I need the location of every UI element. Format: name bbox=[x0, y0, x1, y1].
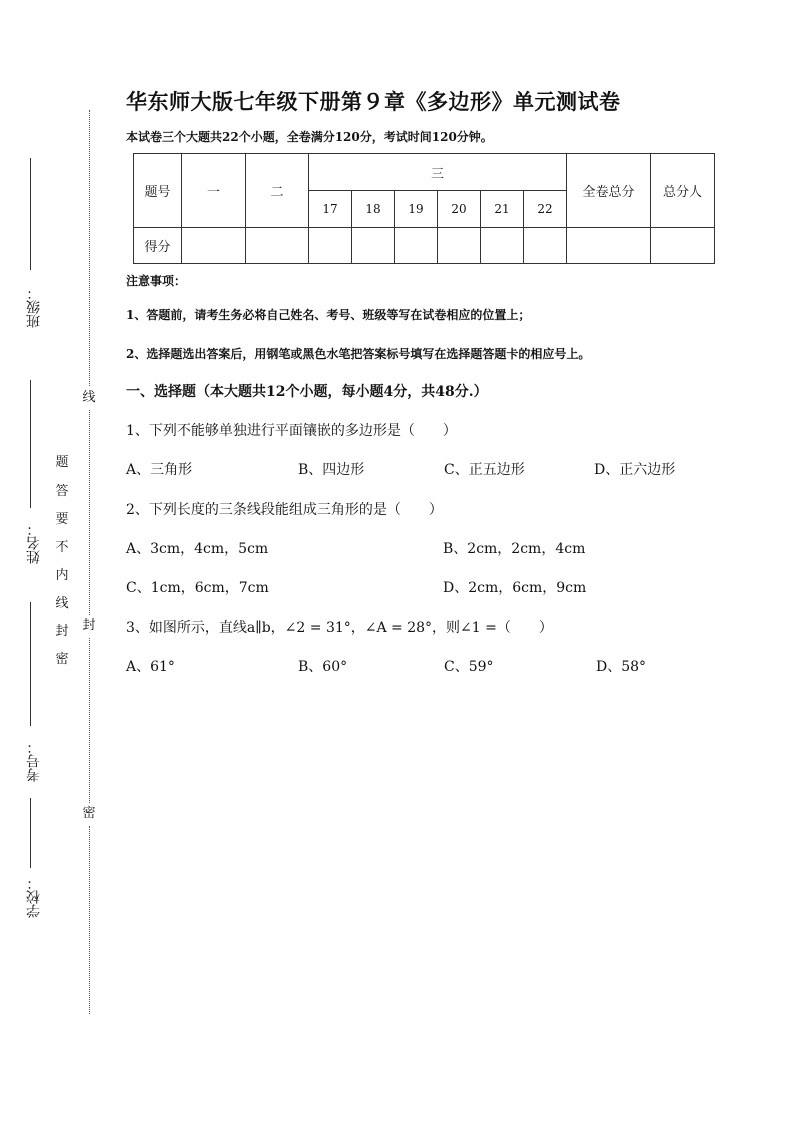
question-2-option-a[interactable]: A、3cm，4cm，5cm bbox=[126, 541, 269, 557]
question-1-option-d[interactable]: D、正六边形 bbox=[594, 462, 676, 478]
score-cell[interactable] bbox=[481, 228, 524, 264]
warning-char: 要 bbox=[55, 512, 69, 527]
question-3-stem: 3、如图所示，直线a∥b，∠2 = 31°，∠A = 28°，则∠1 =（ ） bbox=[126, 620, 553, 636]
score-header-part1: 一 bbox=[182, 154, 246, 228]
score-subheader: 18 bbox=[352, 191, 395, 228]
score-header-total: 全卷总分 bbox=[567, 154, 651, 228]
warning-char: 内 bbox=[55, 568, 69, 583]
score-subheader: 21 bbox=[481, 191, 524, 228]
score-cell[interactable] bbox=[309, 228, 352, 264]
question-1-option-b[interactable]: B、四边形 bbox=[298, 462, 365, 478]
question-3-option-a[interactable]: A、61° bbox=[126, 659, 175, 675]
score-cell[interactable] bbox=[395, 228, 438, 264]
notes-heading: 注意事项： bbox=[126, 274, 187, 288]
score-header-scorer: 总分人 bbox=[651, 154, 715, 228]
school-blank-line bbox=[30, 798, 31, 868]
score-row-label: 得分 bbox=[134, 228, 182, 264]
question-2-option-b[interactable]: B、2cm，2cm，4cm bbox=[443, 541, 586, 557]
note-item-2: 2、选择题选出答案后，用钢笔或黑色水笔把答案标号填写在选择题答题卡的相应号上。 bbox=[126, 347, 591, 361]
cut-mark-xian: 线 bbox=[82, 390, 96, 405]
score-cell[interactable] bbox=[567, 228, 651, 264]
score-header-tihao: 题号 bbox=[134, 154, 182, 228]
score-subheader: 17 bbox=[309, 191, 352, 228]
warning-char: 答 bbox=[55, 484, 69, 499]
score-cell[interactable] bbox=[651, 228, 715, 264]
question-3-option-b[interactable]: B、60° bbox=[298, 659, 348, 675]
note-item-1: 1、答题前，请考生务必将自己姓名、考号、班级等写在试卷相应的位置上； bbox=[126, 308, 531, 322]
name-blank-line bbox=[30, 380, 31, 508]
kaohao-blank-line bbox=[30, 602, 31, 726]
question-2-stem: 2、下列长度的三条线段能组成三角形的是（ ） bbox=[126, 502, 443, 518]
cut-mark-mi: 密 bbox=[82, 806, 96, 821]
class-blank-line bbox=[30, 158, 31, 270]
question-2-option-c[interactable]: C、1cm，6cm，7cm bbox=[126, 580, 269, 596]
question-2-option-d[interactable]: D、2cm，6cm，9cm bbox=[443, 580, 587, 596]
name-label: 姓名： bbox=[26, 522, 42, 564]
exam-intro: 本试卷三个大题共22个小题，全卷满分120分，考试时间120分钟。 bbox=[126, 130, 493, 144]
score-table bbox=[133, 153, 715, 264]
score-cell[interactable] bbox=[524, 228, 567, 264]
score-subheader: 19 bbox=[395, 191, 438, 228]
question-1-option-c[interactable]: C、正五边形 bbox=[444, 462, 525, 478]
score-cell[interactable] bbox=[438, 228, 481, 264]
kaohao-label: 考号： bbox=[26, 740, 42, 782]
page-title: 华东师大版七年级下册第９章《多边形》单元测试卷 bbox=[126, 89, 621, 114]
warning-char: 题 bbox=[55, 455, 69, 470]
score-cell[interactable] bbox=[182, 228, 246, 264]
score-subheader: 22 bbox=[524, 191, 567, 228]
school-label: 学校： bbox=[26, 876, 42, 918]
warning-char: 线 bbox=[55, 596, 69, 611]
cut-mark-feng: 封 bbox=[82, 618, 96, 633]
question-1-option-a[interactable]: A、三角形 bbox=[126, 462, 193, 478]
score-header-part2: 二 bbox=[246, 154, 309, 228]
cut-line-top bbox=[89, 110, 90, 386]
score-cell[interactable] bbox=[352, 228, 395, 264]
cut-line-bottom bbox=[89, 826, 90, 1014]
cut-line-middle bbox=[89, 410, 90, 615]
cut-line-lower bbox=[89, 638, 90, 803]
question-3-option-c[interactable]: C、59° bbox=[444, 659, 494, 675]
warning-char: 封 bbox=[55, 624, 69, 639]
score-subheader: 20 bbox=[438, 191, 481, 228]
class-label: 班级： bbox=[26, 286, 42, 328]
warning-char: 密 bbox=[55, 652, 69, 667]
question-3-option-d[interactable]: D、58° bbox=[596, 659, 647, 675]
warning-char: 不 bbox=[55, 540, 69, 555]
section-heading: 一、选择题（本大题共12个小题，每小题4分，共48分.） bbox=[126, 384, 488, 400]
question-1-stem: 1、下列不能够单独进行平面镶嵌的多边形是（ ） bbox=[126, 423, 457, 439]
score-cell[interactable] bbox=[246, 228, 309, 264]
score-header-part3: 三 bbox=[309, 154, 567, 191]
